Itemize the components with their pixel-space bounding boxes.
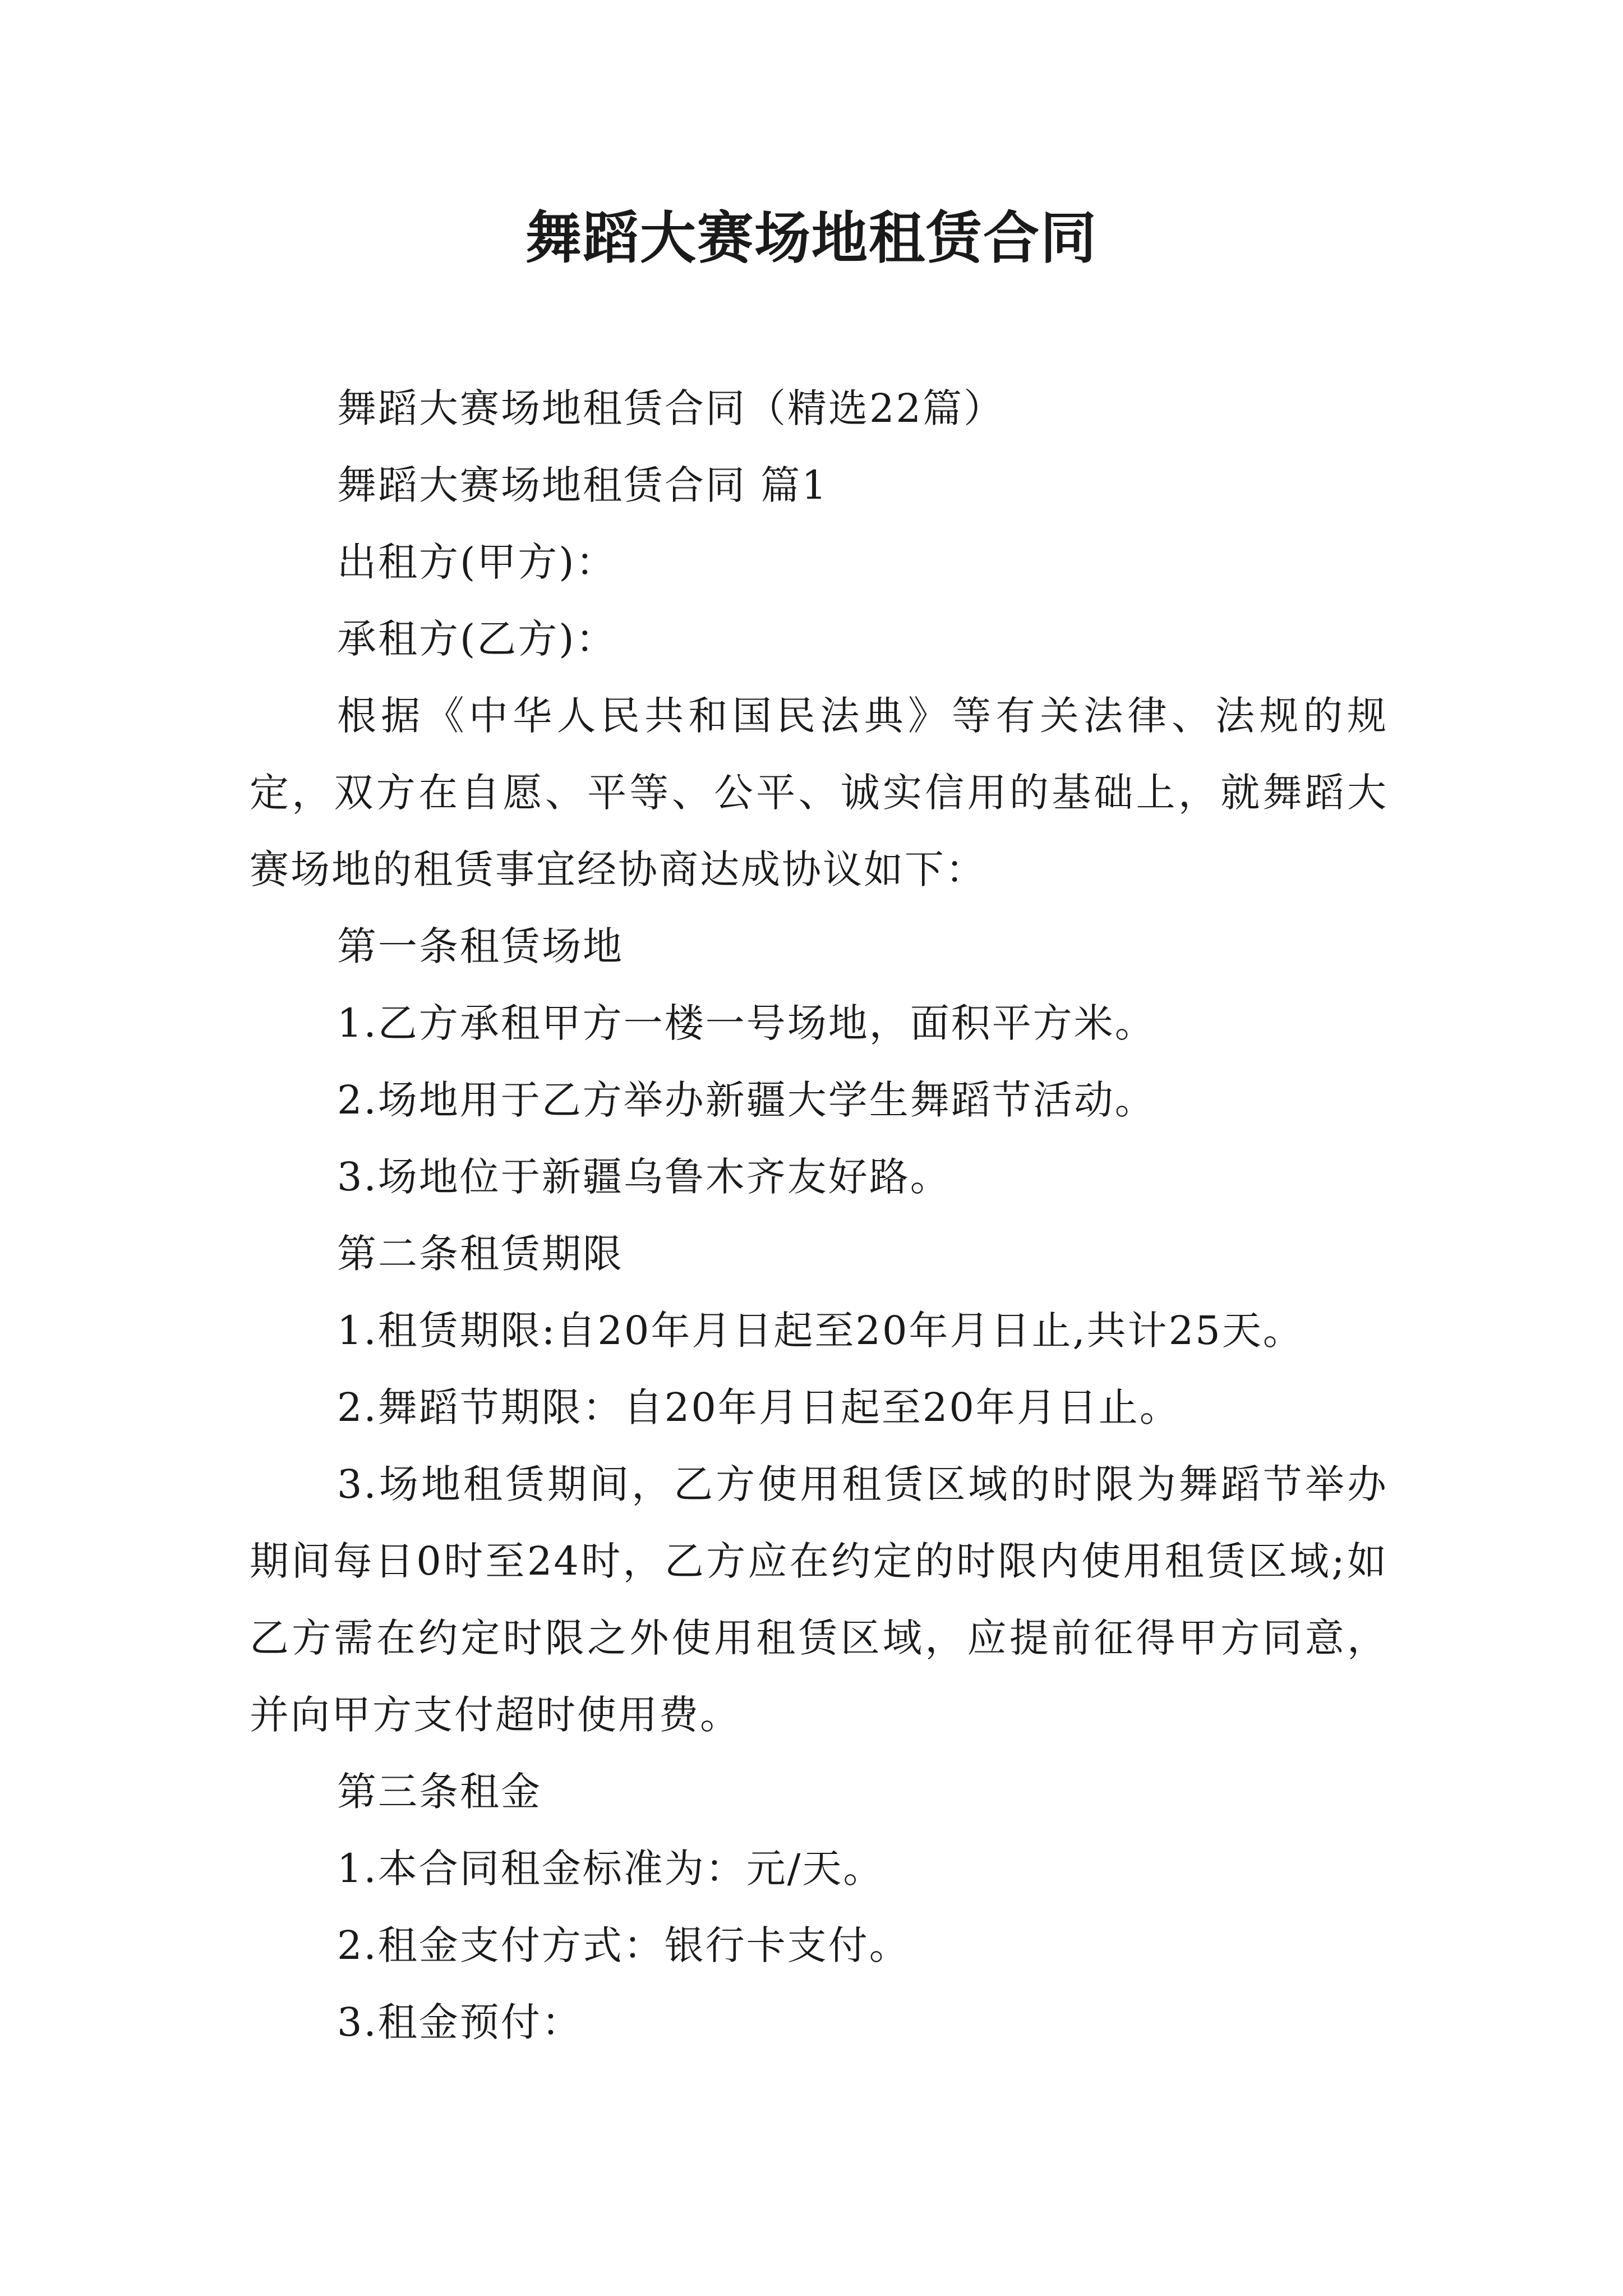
article-1-item-3: 3.场地位于新疆乌鲁木齐友好路。 xyxy=(337,1154,951,1200)
article-2-item-3: 3.场地租赁期间，乙方使用租赁区域的时限为舞蹈节举办期间每日0时至24时，乙方应在约定的时限内使用租赁区域;如乙方需在约定时限之外使用租赁区域，应提前征得甲方同意，并向甲方支付超时使用费。 xyxy=(250,1461,1388,1738)
article-3-item-1: 1.本合同租金标准为：元/天。 xyxy=(337,1846,884,1892)
article-1-heading: 第一条租赁场地 xyxy=(337,923,624,969)
paragraph-subtitle: 舞蹈大赛场地租赁合同（精选22篇） xyxy=(337,385,1005,431)
paragraph-lessee: 承租方(乙方)： xyxy=(337,616,617,662)
article-2-item-2: 2.舞蹈节期限：自20年月日起至20年月日止。 xyxy=(337,1384,1181,1430)
paragraph-section-heading: 舞蹈大赛场地租赁合同 篇1 xyxy=(337,462,828,508)
document-title: 舞蹈大赛场地租赁合同 xyxy=(525,205,1098,271)
paragraph-preamble: 根据《中华人民共和国民法典》等有关法律、法规的规定，双方在自愿、平等、公平、诚实信用的基础上，就舞蹈大赛场地的租赁事宜经协商达成协议如下： xyxy=(250,693,1388,892)
paragraph-lessor: 出租方(甲方)： xyxy=(337,539,617,585)
article-1-item-2: 2.场地用于乙方举办新疆大学生舞蹈节活动。 xyxy=(337,1077,1156,1123)
document-body xyxy=(250,370,1388,2061)
article-2-item-1: 1.租赁期限:自20年月日起至20年月日止,共计25天。 xyxy=(337,1308,1304,1354)
article-1-item-1: 1.乙方承租甲方一楼一号场地，面积平方米。 xyxy=(337,1000,1156,1046)
article-2-heading: 第二条租赁期限 xyxy=(337,1231,624,1277)
article-3-item-2: 2.租金支付方式：银行卡支付。 xyxy=(337,1922,910,1968)
article-3-heading: 第三条租金 xyxy=(337,1769,542,1815)
article-3-item-3: 3.租金预付： xyxy=(337,1999,583,2045)
